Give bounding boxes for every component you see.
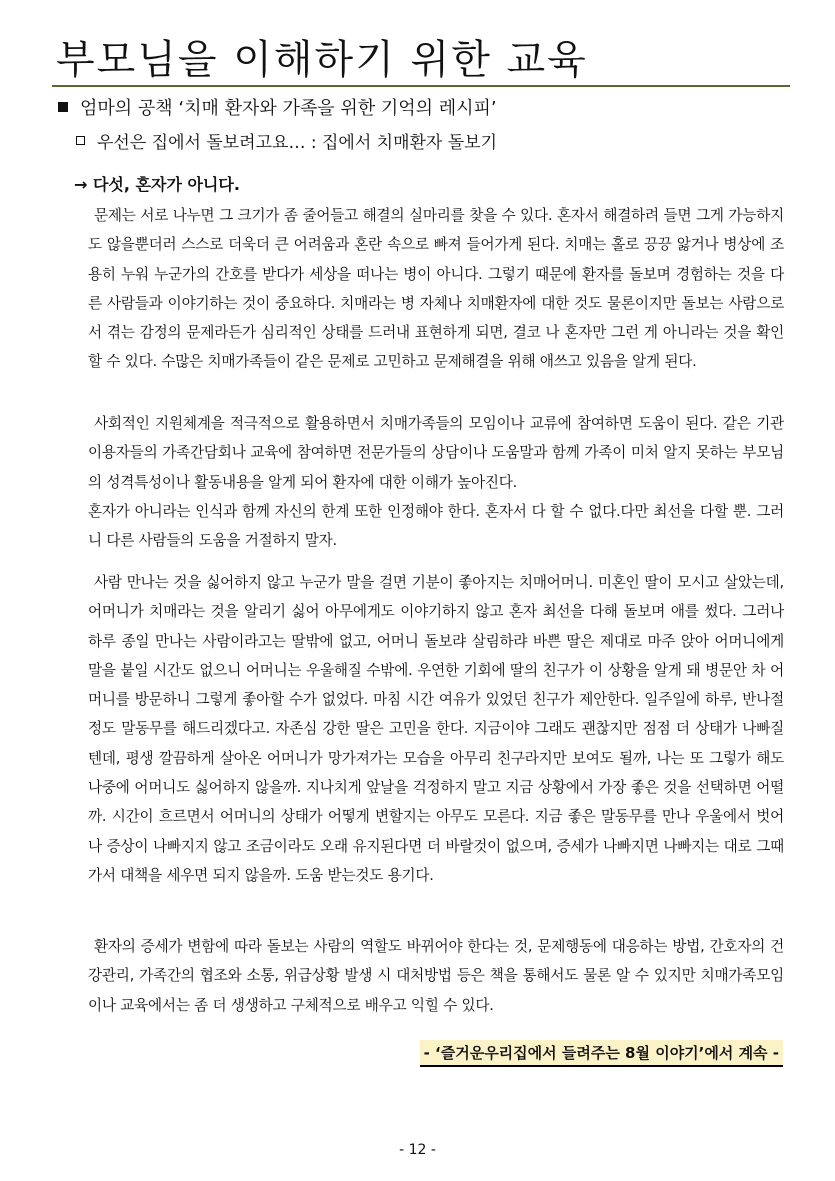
body-paragraph-4: 환자의 증세가 변함에 따라 돌보는 사람의 역할도 바뀌어야 한다는 것, 문제행동에 대응하는 방법, 간호자의 건강관리, 가족간의 협조와 소통, 위급상황 발생 시 대처방법 등은 책을 통해서도 물론 알 수 있지만 치매가족모임이나 교육에서는 좀 더 생생하고 구체적으로 배우고 익힐 수 있다. xyxy=(88,938,784,1014)
body-paragraph-2 xyxy=(88,409,784,555)
topic-heading: → 다섯, 혼자가 아니다. xyxy=(74,175,240,194)
section-heading-text: 엄마의 공책 ‘치매 환자와 가족을 위한 기억의 레시피’ xyxy=(80,98,497,119)
title-divider xyxy=(52,85,790,87)
page-title: 부모님을 이해하기 위한 교육 xyxy=(56,37,588,83)
hollow-square-bullet-icon xyxy=(76,136,85,145)
body-paragraph-2a: 사회적인 지원체계을 적극적으로 활용하면서 치매가족들의 모임이나 교류에 참여하면 도움이 된다. 같은 기관 이용자들의 가족간담회나 교육에 참여하면 전문가들의 상담이나 도움말과 함께 가족이 미처 알지 못하는 부모님의 성격특성이나 활동내용을 알게 되어 환자에 대한 이해가 높아진다. xyxy=(88,415,784,491)
body-paragraph-2b: 혼자가 아니라는 인식과 함께 자신의 한계 또한 인정해야 한다. 혼자서 다 할 수 없다.다만 최선을 다할 뿐. 그러니 다른 사람들의 도움을 거절하지 말자. xyxy=(88,502,784,550)
filled-square-bullet-icon xyxy=(58,102,68,112)
subsection-heading xyxy=(76,132,497,154)
body-paragraph-3: 사람 만나는 것을 싫어하지 않고 누군가 말을 걸면 기분이 좋아지는 치매어머니. 미혼인 딸이 모시고 살았는데, 어머니가 치매라는 것을 알리기 싫어 아무에게도 이야기하지 않고 혼자 최선을 다해 돌보며 애를 썼다. 그러나 하루 종일 만나는 사람이라고는 딸밖에 없고, 어머니 돌보랴 살림하랴 바쁜 딸은 제대로 마주 앉아 어머니에게 말을 붙일 시간도 없으니 어머니는 우울해질 수밖에. 우연한 기회에 딸의 친구가 이 상황을 알게 돼 병문안 차 어머니를 방문하니 그렇게 좋아할 수가 없었다. 마침 시간 여유가 있었던 친구가 제안한다. 일주일에 하루, 반나절 정도 말동무를 해드리겠다고. 자존심 강한 딸은 고민을 한다. 지금이야 그래도 괜찮지만 점점 더 상태가 나빠질텐데, 평생 깔끔하게 살아온 어머니가 망가져가는 모습을 아무리 친구라지만 보여도 될까, 나는 또 그렇가 해도 나중에 어머니도 싫어하지 않을까. 지나치게 앞날을 걱정하지 말고 지금 상황에서 가장 좋은 것을 선택하면 어떨까. 시간이 흐르면서 어머니의 상태가 어떻게 변할지는 아무도 모른다. 지금 좋은 말동무를 만나 우울에서 벗어나 증상이 나빠지지 않고 조금이라도 오래 유지된다면 더 바랄것이 없으며, 증세가 나빠지면 나빠지는 대로 그때 가서 대책을 세우면 되지 않을까. 도움 받는것도 용기다. xyxy=(88,574,784,884)
section-heading xyxy=(58,98,497,120)
source-note: - ‘즐거운우리집에서 들려주는 8월 이야기’에서 계속 - xyxy=(420,1040,783,1067)
subsection-heading-text: 우선은 집에서 돌보려고요… : 집에서 치매환자 돌보기 xyxy=(97,133,498,153)
body-paragraph-1: 문제는 서로 나누면 그 크기가 좀 줄어들고 해결의 실마리를 찾을 수 있다. 혼자서 해결하려 들면 그게 가능하지도 않을뿐더러 스스로 더욱더 큰 어려움과 혼란 속으로 빠져 들어가게 된다. 치매는 홀로 끙끙 앓거나 병상에 조용히 누워 누군가의 간호를 받다가 세상을 떠나는 병이 아니다. 그렇기 때문에 환자를 돌보며 경험하는 것을 다른 사람들과 이야기하는 것이 중요하다. 치매라는 병 자체나 치매환자에 대한 것도 물론이지만 돌보는 사람으로서 겪는 감정의 문제라든가 심리적인 상태를 드러내 표현하게 되면, 결코 나 혼자만 그런 게 아니라는 것을 확인할 수 있다. 수많은 치매가족들이 같은 문제로 고민하고 문제해결을 위해 애쓰고 있음을 알게 된다. xyxy=(88,207,784,371)
page-number: - 12 - xyxy=(399,1142,436,1158)
